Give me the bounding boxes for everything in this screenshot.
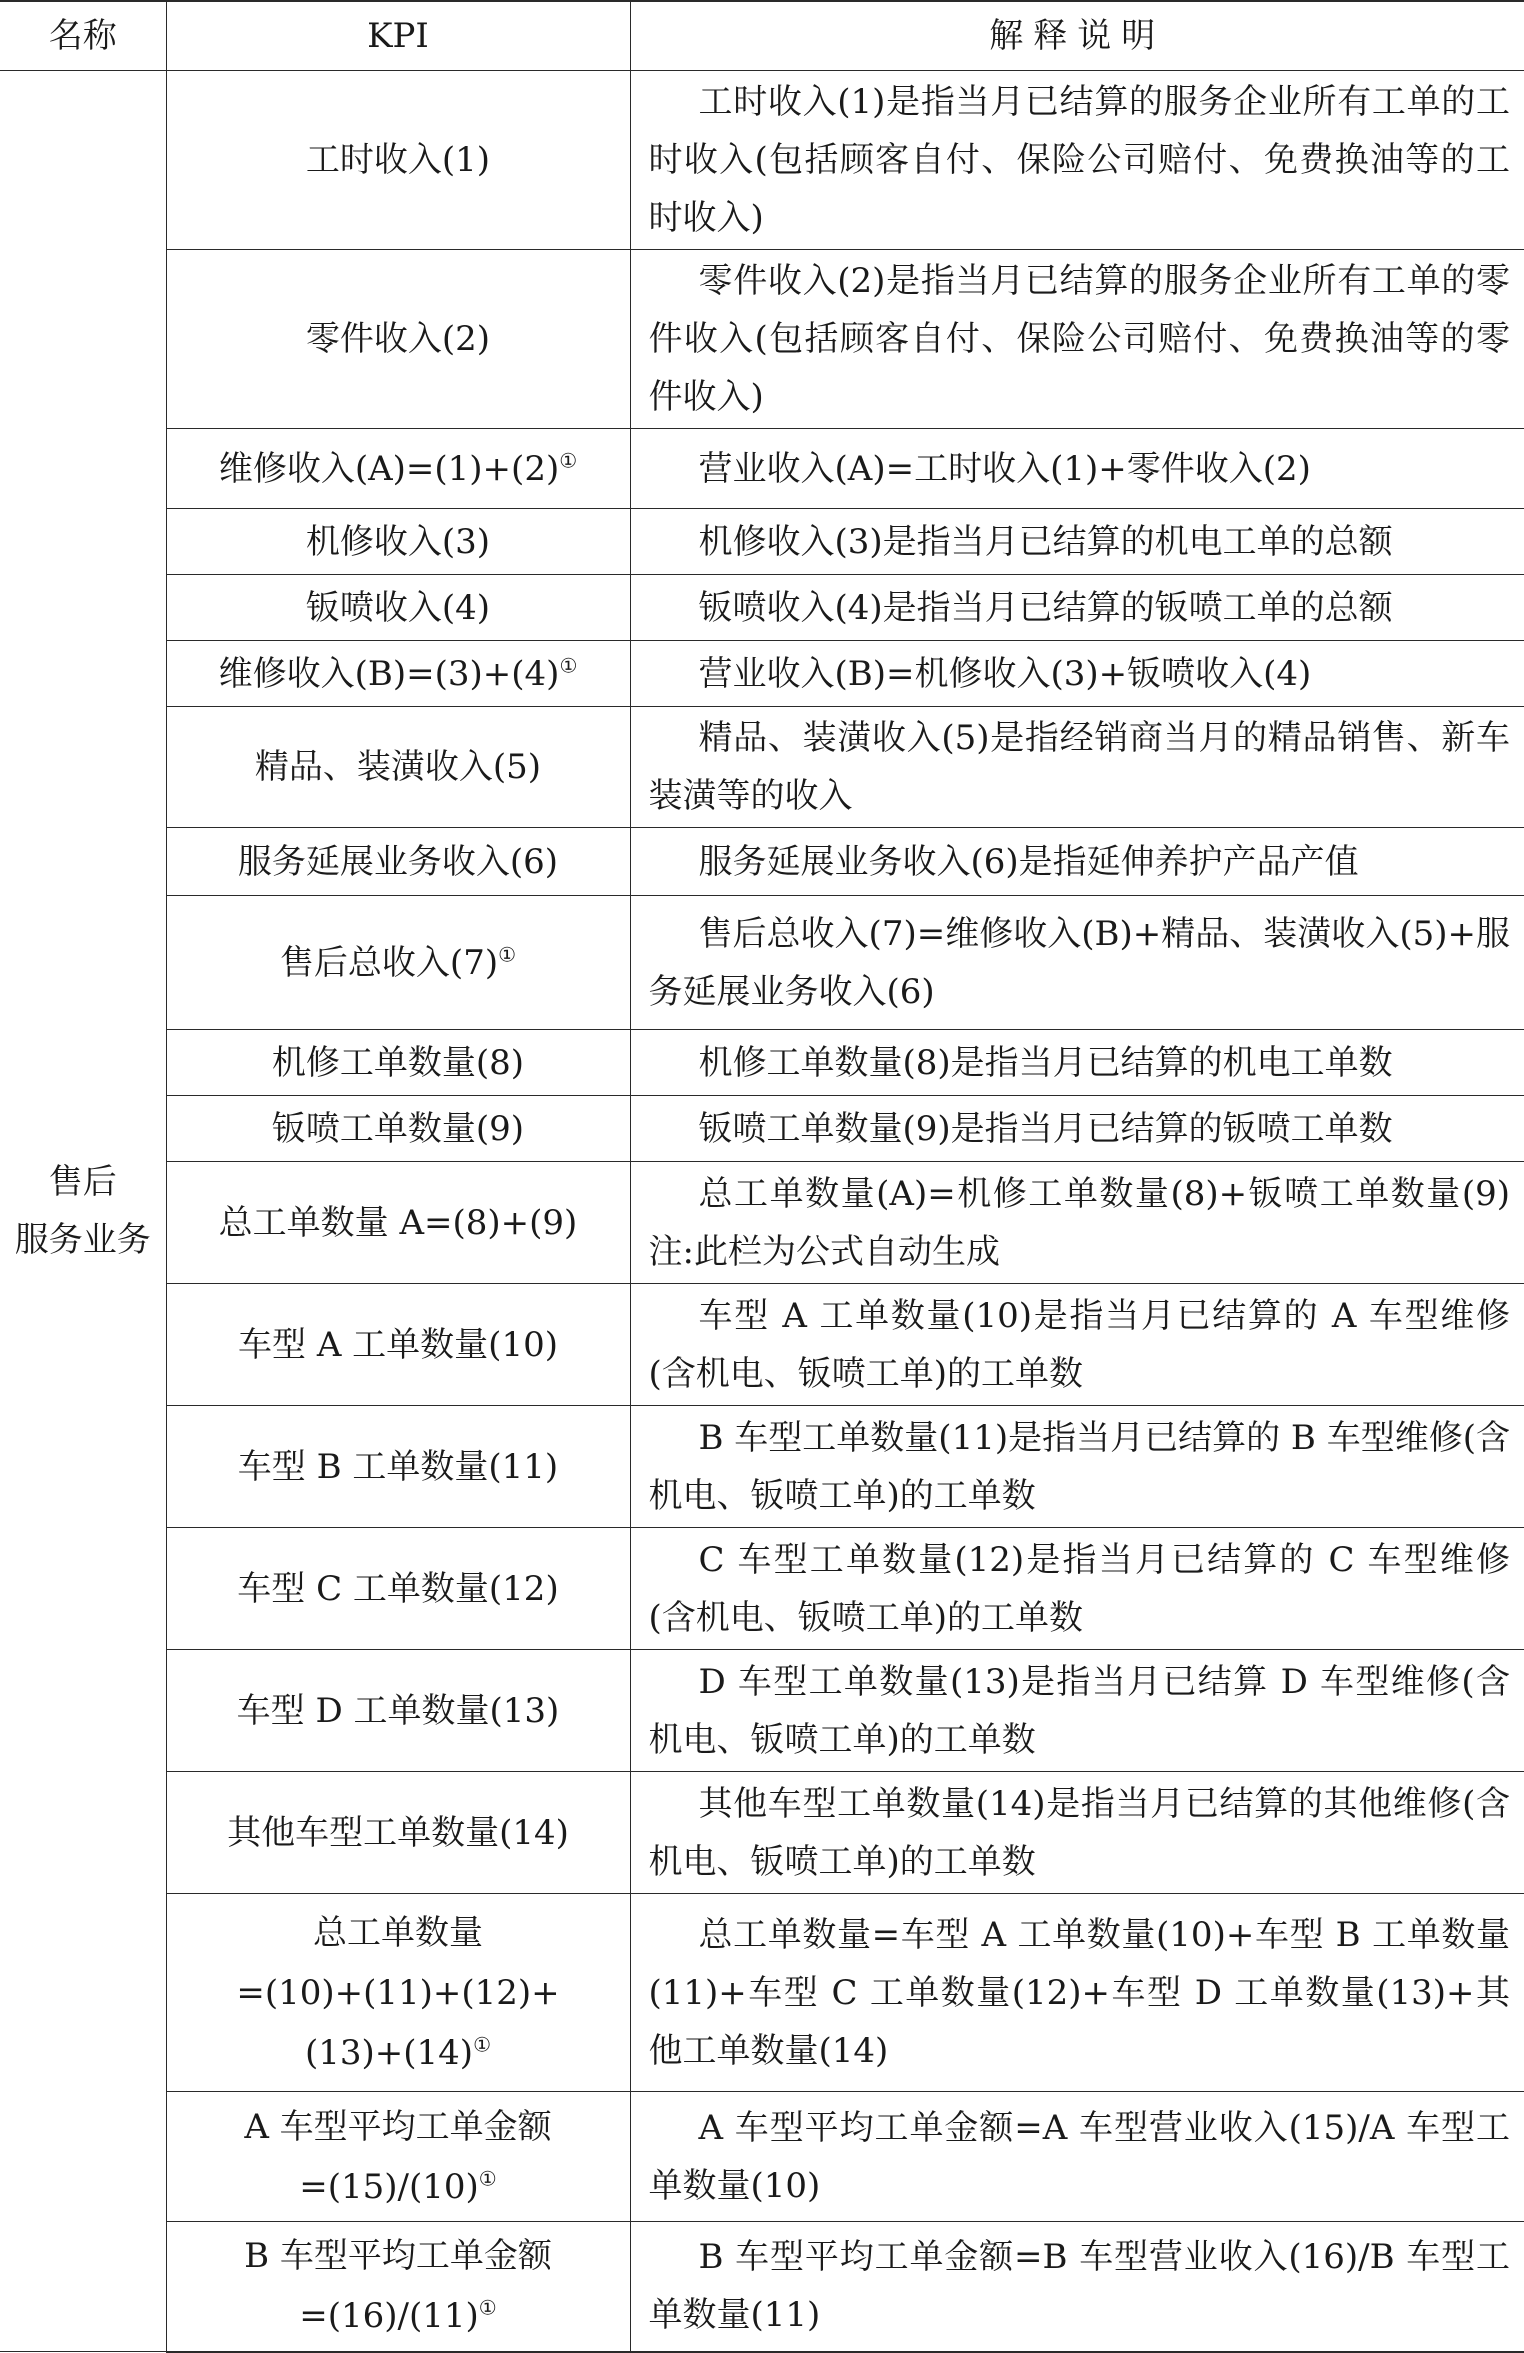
kpi-description: 总工单数量(A)=机修工单数量(8)+钣喷工单数量(9)注:此栏为公式自动生成: [630, 1162, 1524, 1284]
kpi-name: 总工单数量 A=(8)+(9): [166, 1162, 630, 1284]
table-row: [0, 575, 1524, 641]
kpi-description: 总工单数量=车型 A 工单数量(10)+车型 B 工单数量(11)+车型 C 工单数量(12)+车型 D 工单数量(13)+其他工单数量(14): [630, 1894, 1524, 2092]
kpi-description: 机修收入(3)是指当月已结算的机电工单的总额: [630, 509, 1524, 575]
category-line-1: 售后: [48, 1162, 117, 1202]
kpi-name: 总工单数量 =(10)+(11)+(12)+ (13)+(14)①: [166, 1894, 630, 2092]
kpi-name: B 车型平均工单金额 =(16)/(11)①: [166, 2222, 630, 2352]
category-line-2: 服务业务: [14, 1220, 151, 1260]
table-row: [0, 1772, 1524, 1894]
footnote-marker: ①: [559, 653, 578, 678]
category-cell: [0, 71, 166, 2352]
kpi-name: 机修收入(3): [166, 509, 630, 575]
table-row: [0, 1650, 1524, 1772]
footnote-marker: ①: [559, 448, 578, 473]
kpi-description: 其他车型工单数量(14)是指当月已结算的其他维修(含机电、钣喷工单)的工单数: [630, 1772, 1524, 1894]
kpi-name: 其他车型工单数量(14): [166, 1772, 630, 1894]
table-row: [0, 1162, 1524, 1284]
kpi-description: B 车型工单数量(11)是指当月已结算的 B 车型维修(含机电、钣喷工单)的工单数: [630, 1406, 1524, 1528]
header-kpi: KPI: [166, 1, 630, 71]
kpi-description: 钣喷工单数量(9)是指当月已结算的钣喷工单数: [630, 1096, 1524, 1162]
kpi-name: 车型 A 工单数量(10): [166, 1284, 630, 1406]
table-row: [0, 250, 1524, 429]
footnote-marker: ①: [473, 2032, 491, 2057]
kpi-description: C 车型工单数量(12)是指当月已结算的 C 车型维修(含机电、钣喷工单)的工单数: [630, 1528, 1524, 1650]
kpi-name: 售后总收入(7)①: [166, 896, 630, 1030]
table-header-row: [0, 1, 1524, 71]
kpi-description: 售后总收入(7)=维修收入(B)+精品、装潢收入(5)+服务延展业务收入(6): [630, 896, 1524, 1030]
kpi-description: 零件收入(2)是指当月已结算的服务企业所有工单的零件收入(包括顾客自付、保险公司赔付、免费换油等的零件收入): [630, 250, 1524, 429]
kpi-name: 机修工单数量(8): [166, 1030, 630, 1096]
footnote-marker: ①: [498, 942, 517, 967]
kpi-name: 工时收入(1): [166, 71, 630, 250]
kpi-name: A 车型平均工单金额 =(15)/(10)①: [166, 2092, 630, 2222]
table-row: [0, 71, 1524, 250]
table-row: [0, 509, 1524, 575]
header-name: 名称: [0, 1, 166, 71]
kpi-description: 机修工单数量(8)是指当月已结算的机电工单数: [630, 1030, 1524, 1096]
kpi-name: 精品、装潢收入(5): [166, 707, 630, 828]
table-row: [0, 1030, 1524, 1096]
table-row: [0, 1284, 1524, 1406]
table-row: [0, 707, 1524, 828]
table-row: [0, 1406, 1524, 1528]
kpi-name: 零件收入(2): [166, 250, 630, 429]
table-row: [0, 2222, 1524, 2352]
kpi-description: 营业收入(B)=机修收入(3)+钣喷收入(4): [630, 641, 1524, 707]
kpi-description: A 车型平均工单金额=A 车型营业收入(15)/A 车型工单数量(10): [630, 2092, 1524, 2222]
table-row: [0, 2092, 1524, 2222]
footnote-marker: ①: [478, 2295, 497, 2320]
table-row: [0, 1894, 1524, 2092]
kpi-name: 服务延展业务收入(6): [166, 828, 630, 896]
kpi-name: 维修收入(A)=(1)+(2)①: [166, 429, 630, 509]
kpi-description: B 车型平均工单金额=B 车型营业收入(16)/B 车型工单数量(11): [630, 2222, 1524, 2352]
header-description: 解释说明: [630, 1, 1524, 71]
kpi-description: 精品、装潢收入(5)是指经销商当月的精品销售、新车装潢等的收入: [630, 707, 1524, 828]
table-row: [0, 641, 1524, 707]
kpi-description: 钣喷收入(4)是指当月已结算的钣喷工单的总额: [630, 575, 1524, 641]
kpi-description: 服务延展业务收入(6)是指延伸养护产品产值: [630, 828, 1524, 896]
kpi-description: 工时收入(1)是指当月已结算的服务企业所有工单的工时收入(包括顾客自付、保险公司赔付、免费换油等的工时收入): [630, 71, 1524, 250]
table-row: [0, 1096, 1524, 1162]
kpi-description: D 车型工单数量(13)是指当月已结算 D 车型维修(含机电、钣喷工单)的工单数: [630, 1650, 1524, 1772]
table-row: [0, 828, 1524, 896]
footnote-marker: ①: [478, 2166, 497, 2191]
kpi-name: 车型 B 工单数量(11): [166, 1406, 630, 1528]
kpi-description: 车型 A 工单数量(10)是指当月已结算的 A 车型维修(含机电、钣喷工单)的工单数: [630, 1284, 1524, 1406]
kpi-name: 钣喷收入(4): [166, 575, 630, 641]
kpi-description: 营业收入(A)=工时收入(1)+零件收入(2): [630, 429, 1524, 509]
kpi-name: 车型 D 工单数量(13): [166, 1650, 630, 1772]
kpi-name: 车型 C 工单数量(12): [166, 1528, 630, 1650]
table-row: [0, 896, 1524, 1030]
table-row: [0, 429, 1524, 509]
table-row: [0, 1528, 1524, 1650]
kpi-name: 维修收入(B)=(3)+(4)①: [166, 641, 630, 707]
kpi-name: 钣喷工单数量(9): [166, 1096, 630, 1162]
